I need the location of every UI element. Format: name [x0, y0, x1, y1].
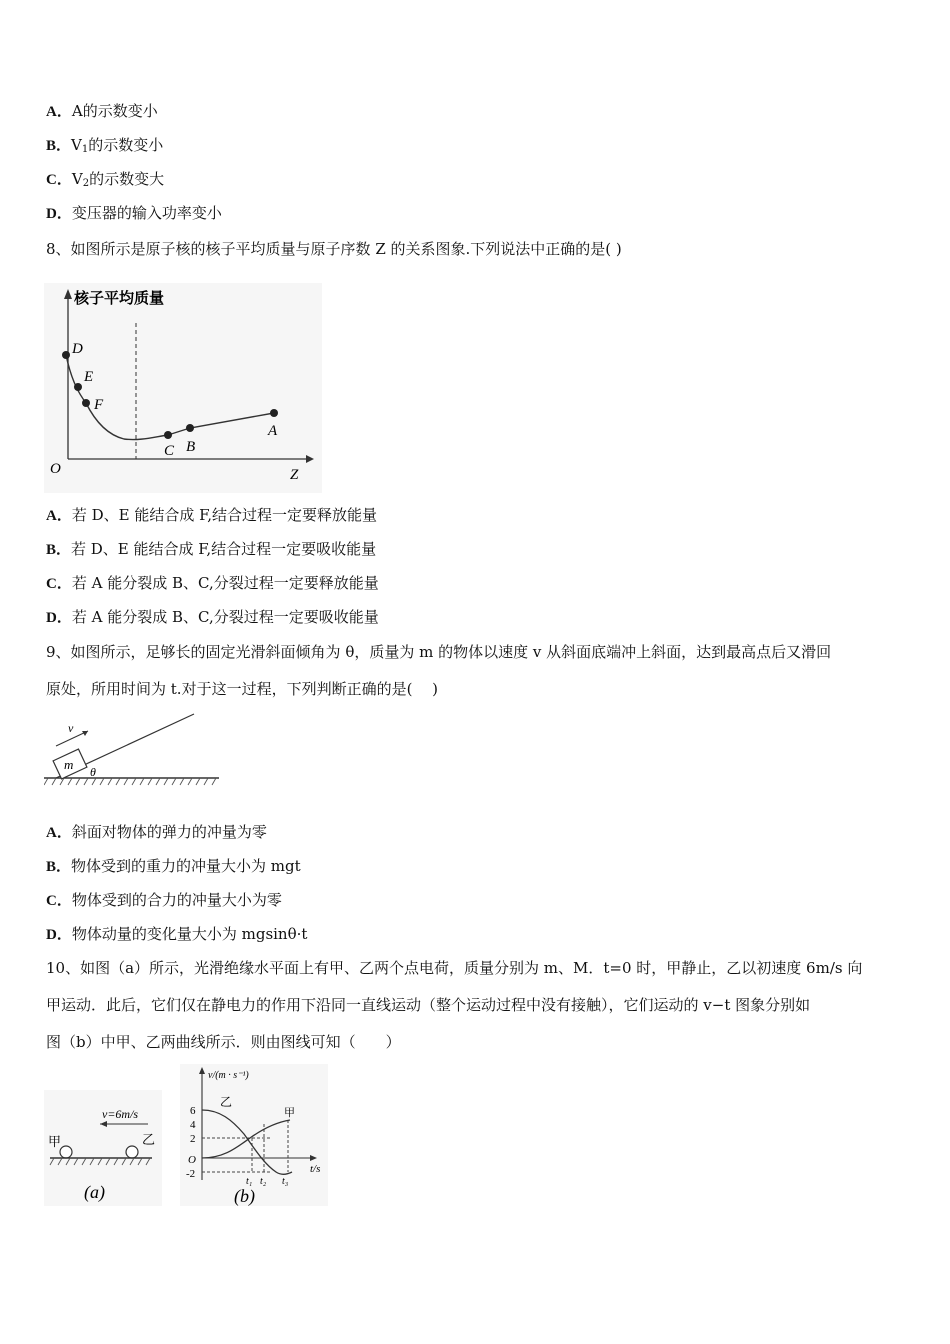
q8-point-f	[82, 399, 90, 407]
q7-option-a: A．A的示数变小	[46, 102, 158, 120]
q10-figure-b	[180, 1064, 328, 1206]
q9-ground-hatch	[44, 778, 216, 785]
q8-option-d: D．若 A 能分裂成 B、C,分裂过程一定要吸收能量	[46, 608, 379, 626]
q8-figure-binding-mass-graph	[44, 283, 322, 493]
q10b-label-t2: t₂	[260, 1176, 267, 1187]
q9-option-c: C．物体受到的合力的冲量大小为零	[46, 891, 282, 909]
q9-option-d: D．物体动量的变化量大小为 mgsinθ·t	[46, 925, 308, 943]
q8-option-b: B．若 D、E 能结合成 F,结合过程一定要吸收能量	[46, 540, 377, 558]
q8-point-e	[74, 383, 82, 391]
q10b-label-t3: t₃	[282, 1176, 289, 1187]
q8-x-label: Z	[290, 467, 299, 483]
q8-point-c	[164, 431, 172, 439]
q8-option-a: A．若 D、E 能结合成 F,结合过程一定要释放能量	[46, 506, 377, 524]
q8-point-d	[62, 351, 70, 359]
q10b-origin: O	[188, 1154, 196, 1166]
q10b-caption: (b)	[234, 1186, 255, 1206]
q8-y-label: 核子平均质量	[74, 291, 165, 307]
q7-option-b: B．$V_1$的示数变小	[46, 136, 164, 155]
q10-figure-a	[44, 1090, 162, 1206]
q9-stem-line-2: 原处，所用时间为 t.对于这一过程，下列判断正确的是( )	[46, 680, 439, 698]
q8-point-b	[186, 424, 194, 432]
q8-stem: 8、如图所示是原子核的核子平均质量与原子序数 Z 的关系图象.下列说法中正确的是( )	[46, 240, 622, 258]
q8-label-f: F	[94, 397, 104, 413]
q8-label-c: C	[164, 443, 175, 459]
q10-stem-line-1: 10、如图（a）所示，光滑绝缘水平面上有甲、乙两个点电荷，质量分别为 m、M．t=0 时，甲静止，乙以初速度 6m/s 向	[46, 959, 863, 977]
q10a-velocity-label: v=6m/s	[102, 1107, 139, 1121]
q9-figure-incline	[44, 712, 224, 788]
q8-origin-label: O	[50, 461, 61, 477]
q10a-label-jia: 甲	[48, 1134, 62, 1149]
q9-label-theta: θ	[90, 765, 96, 779]
q7-option-c: C．$V_2$的示数变大	[46, 170, 165, 189]
q10b-tick-neg2: -2	[186, 1168, 196, 1180]
q9-stem-line-1: 9、如图所示，足够长的固定光滑斜面倾角为 θ，质量为 m 的物体以速度 v 从斜面底端冲上斜面，达到最高点后又滑回	[46, 643, 832, 661]
q10-stem-line-3: 图（b）中甲、乙两曲线所示．则由图线可知（ ）	[46, 1033, 401, 1051]
q7-option-d: D．变压器的输入功率变小	[46, 204, 222, 222]
q8-label-e: E	[84, 369, 94, 385]
q10b-tick-2: 2	[190, 1133, 196, 1145]
q10b-v-axis-label: v/(m · s⁻¹)	[208, 1070, 249, 1081]
q10b-t-axis-label: t/s	[310, 1163, 321, 1175]
q9-label-m: m	[64, 757, 74, 772]
q8-label-b: B	[186, 439, 196, 455]
q10b-label-t1: t₁	[246, 1176, 253, 1187]
q8-label-a: A	[268, 423, 278, 439]
q10a-caption: (a)	[84, 1182, 105, 1202]
q8-label-d: D	[72, 341, 83, 357]
q10a-label-yi: 乙	[142, 1132, 156, 1147]
q8-option-c: C．若 A 能分裂成 B、C,分裂过程一定要释放能量	[46, 574, 379, 592]
q9-option-b: B．物体受到的重力的冲量大小为 mgt	[46, 857, 301, 875]
q10b-label-yi: 乙	[220, 1095, 233, 1109]
q9-option-a: A．斜面对物体的弹力的冲量为零	[46, 823, 267, 841]
q10b-tick-6: 6	[190, 1105, 196, 1117]
q10a-charge-jia	[60, 1146, 72, 1158]
q9-label-v: v	[68, 721, 74, 735]
q8-point-a	[270, 409, 278, 417]
q10a-charge-yi	[126, 1146, 138, 1158]
q10-stem-line-2: 甲运动．此后，它们仅在静电力的作用下沿同一直线运动（整个运动过程中没有接触），它们运动的 v−t 图象分别如	[46, 996, 811, 1014]
q10b-label-jia: 甲	[284, 1107, 295, 1119]
q10b-tick-4: 4	[190, 1119, 196, 1131]
